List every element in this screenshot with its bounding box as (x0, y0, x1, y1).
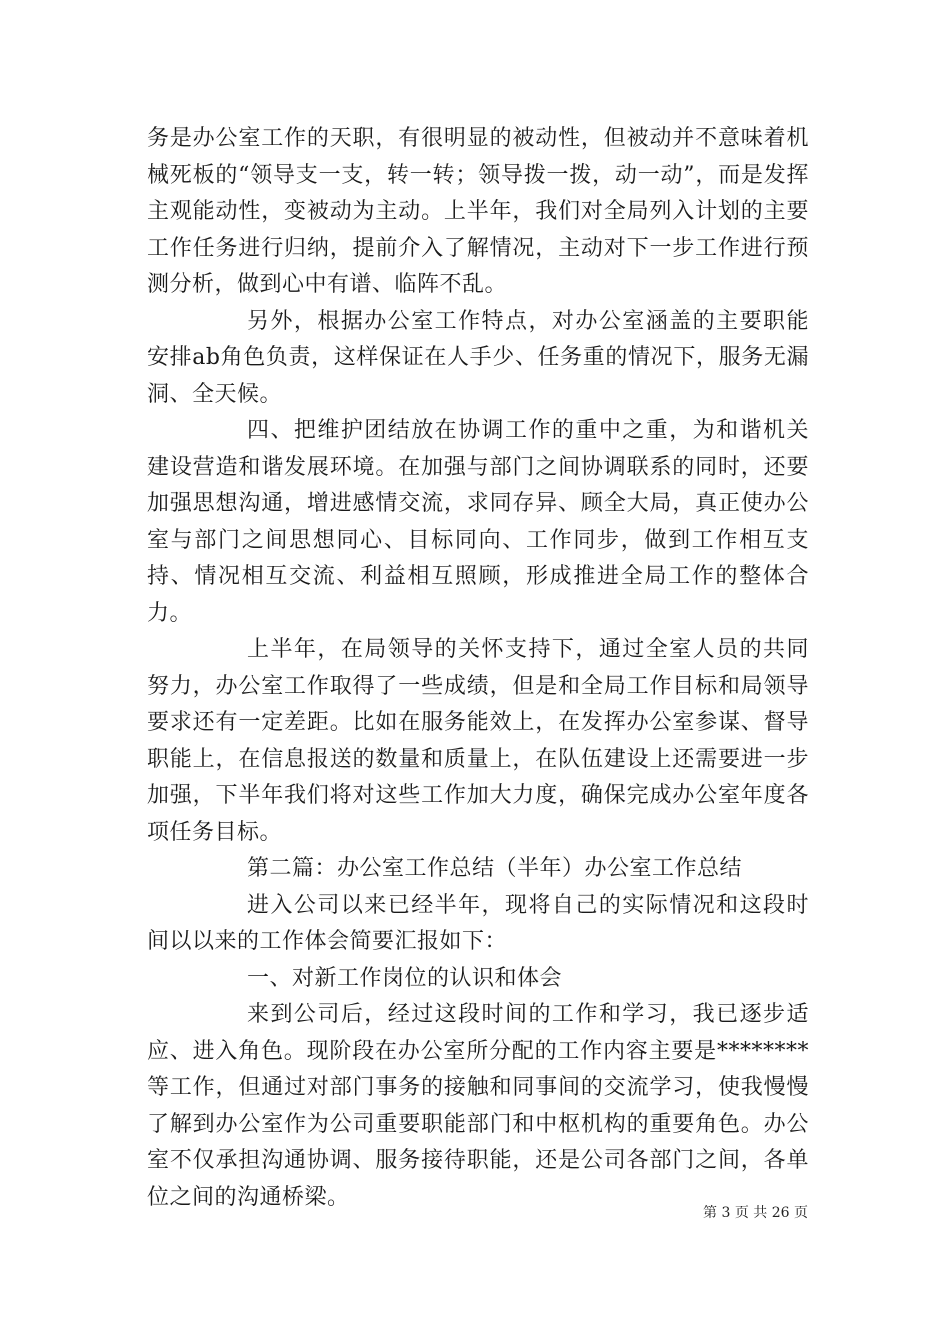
paragraph-intro: 进入公司以来已经半年，现将自己的实际情况和这段时间以以来的工作体会简要汇报如下： (147, 892, 809, 954)
paragraph-section-four: 四、把维护团结放在协调工作的重中之重，为和谐机关建设营造和谐发展环境。在加强与部门之间协调联系的同时，还要加强思想沟通，增进感情交流，求同存异、顾全大局，真正使办公室与部门之间思想同心、目标同向、工作同步，做到工作相互支持、情况相互交流、利益相互照顾，形成推进全局工作的整体合力。 (147, 418, 809, 626)
paragraph-role-understanding: 来到公司后，经过这段时间的工作和学习，我已逐步适应、进入角色。现阶段在办公室所分配的工作内容主要是********等工作，但通过对部门事务的接触和同事间的交流学习，使我慢慢了解到办公室作为公司重要职能部门和中枢机构的重要角色。办公室不仅承担沟通协调、服务接待职能，还是公司各部门之间，各单位之间的沟通桥梁。 (147, 1002, 809, 1210)
paragraph-half-year-summary: 上半年，在局领导的关怀支持下，通过全室人员的共同努力，办公室工作取得了一些成绩，但是和全局工作目标和局领导要求还有一定差距。比如在服务能效上，在发挥办公室参谋、督导职能上，在信息报送的数量和质量上，在队伍建设上还需要进一步加强，下半年我们将对这些工作加大力度，确保完成办公室年度各项任务目标。 (147, 637, 809, 845)
document-body (147, 121, 809, 1216)
paragraph-continuation: 务是办公室工作的天职，有很明显的被动性，但被动并不意味着机械死板的“领导支一支，转一转；领导拨一拨，动一动”，而是发挥主观能动性，变被动为主动。上半年，我们对全局列入计划的主要工作任务进行归纳，提前介入了解情况，主动对下一步工作进行预测分析，做到心中有谱、临阵不乱。 (147, 126, 809, 297)
page-number-footer: 第 3 页 共 26 页 (703, 1205, 808, 1221)
paragraph-ab-roles: 另外，根据办公室工作特点，对办公室涵盖的主要职能安排ab角色负责，这样保证在人手少、任务重的情况下，服务无漏洞、全天候。 (147, 308, 809, 407)
article-two-heading: 第二篇：办公室工作总结（半年）办公室工作总结 (247, 856, 743, 881)
section-heading-one: 一、对新工作岗位的认识和体会 (247, 965, 563, 991)
